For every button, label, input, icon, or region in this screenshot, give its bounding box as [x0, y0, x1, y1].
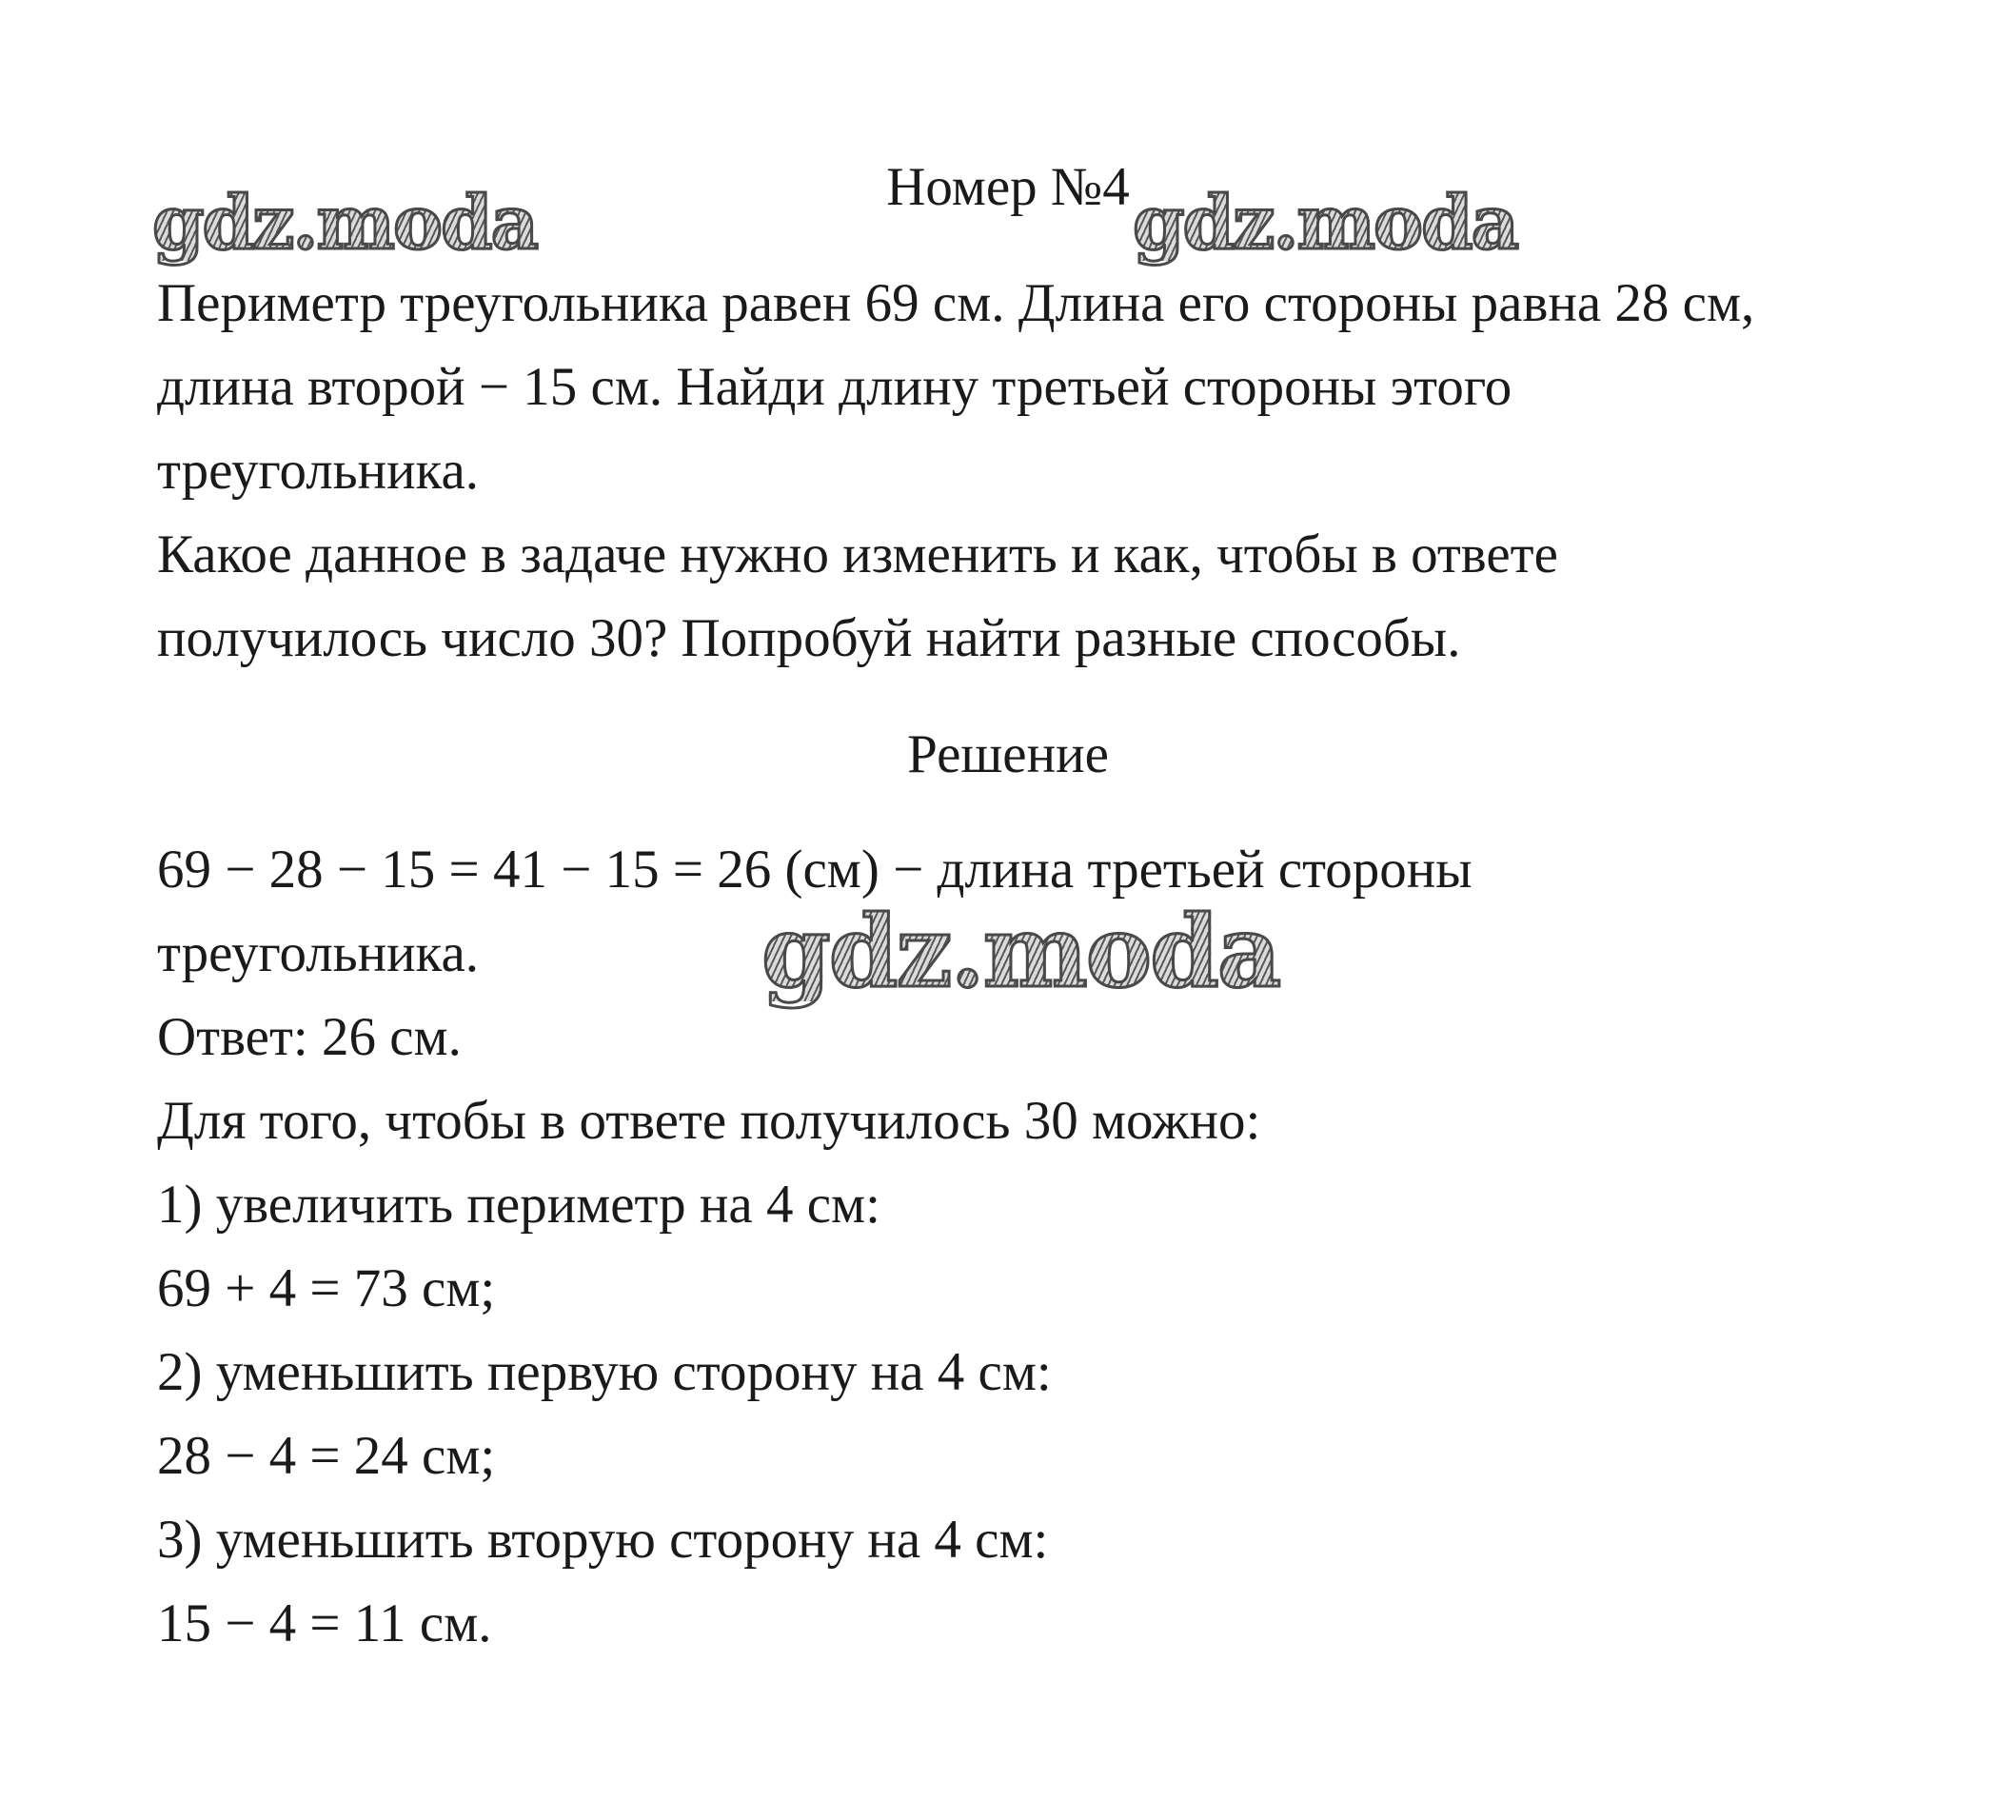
watermark-logo-center: gdz.moda: [761, 893, 1280, 1010]
solution-heading: Решение: [907, 724, 1109, 784]
problem-line: треугольника.: [157, 441, 480, 501]
solution-line: Для того, чтобы в ответе получилось 30 можно:: [157, 1091, 1261, 1151]
solution-line: 2) уменьшить первую сторону на 4 см:: [157, 1342, 1052, 1402]
solution-line: треугольника.: [157, 923, 480, 983]
problem-line: Периметр треугольника равен 69 см. Длина его стороны равна 28 см,: [157, 273, 1755, 333]
solution-line: 69 + 4 = 73 см;: [157, 1258, 496, 1318]
page-title: Номер №4: [886, 157, 1130, 217]
solution-line: 15 − 4 = 11 см.: [157, 1593, 492, 1653]
solution-line: 69 − 28 − 15 = 41 − 15 = 26 (см) − длина третьей стороны: [157, 840, 1472, 900]
solution-line: 3) уменьшить вторую сторону на 4 см:: [157, 1510, 1049, 1570]
problem-line: получилось число 30? Попробуй найти разные способы.: [157, 608, 1461, 668]
solution-line: 1) увеличить периметр на 4 см:: [157, 1175, 880, 1235]
solution-line: 28 − 4 = 24 см;: [157, 1426, 496, 1486]
watermark-logo-left: gdz.moda: [152, 180, 538, 267]
problem-line: Какое данное в задаче нужно изменить и как, чтобы в ответе: [157, 524, 1558, 584]
problem-line: длина второй − 15 см. Найди длину третьей стороны этого: [157, 357, 1512, 417]
answer-line: Ответ: 26 см.: [157, 1007, 462, 1067]
watermark-logo-right: gdz.moda: [1133, 180, 1518, 267]
